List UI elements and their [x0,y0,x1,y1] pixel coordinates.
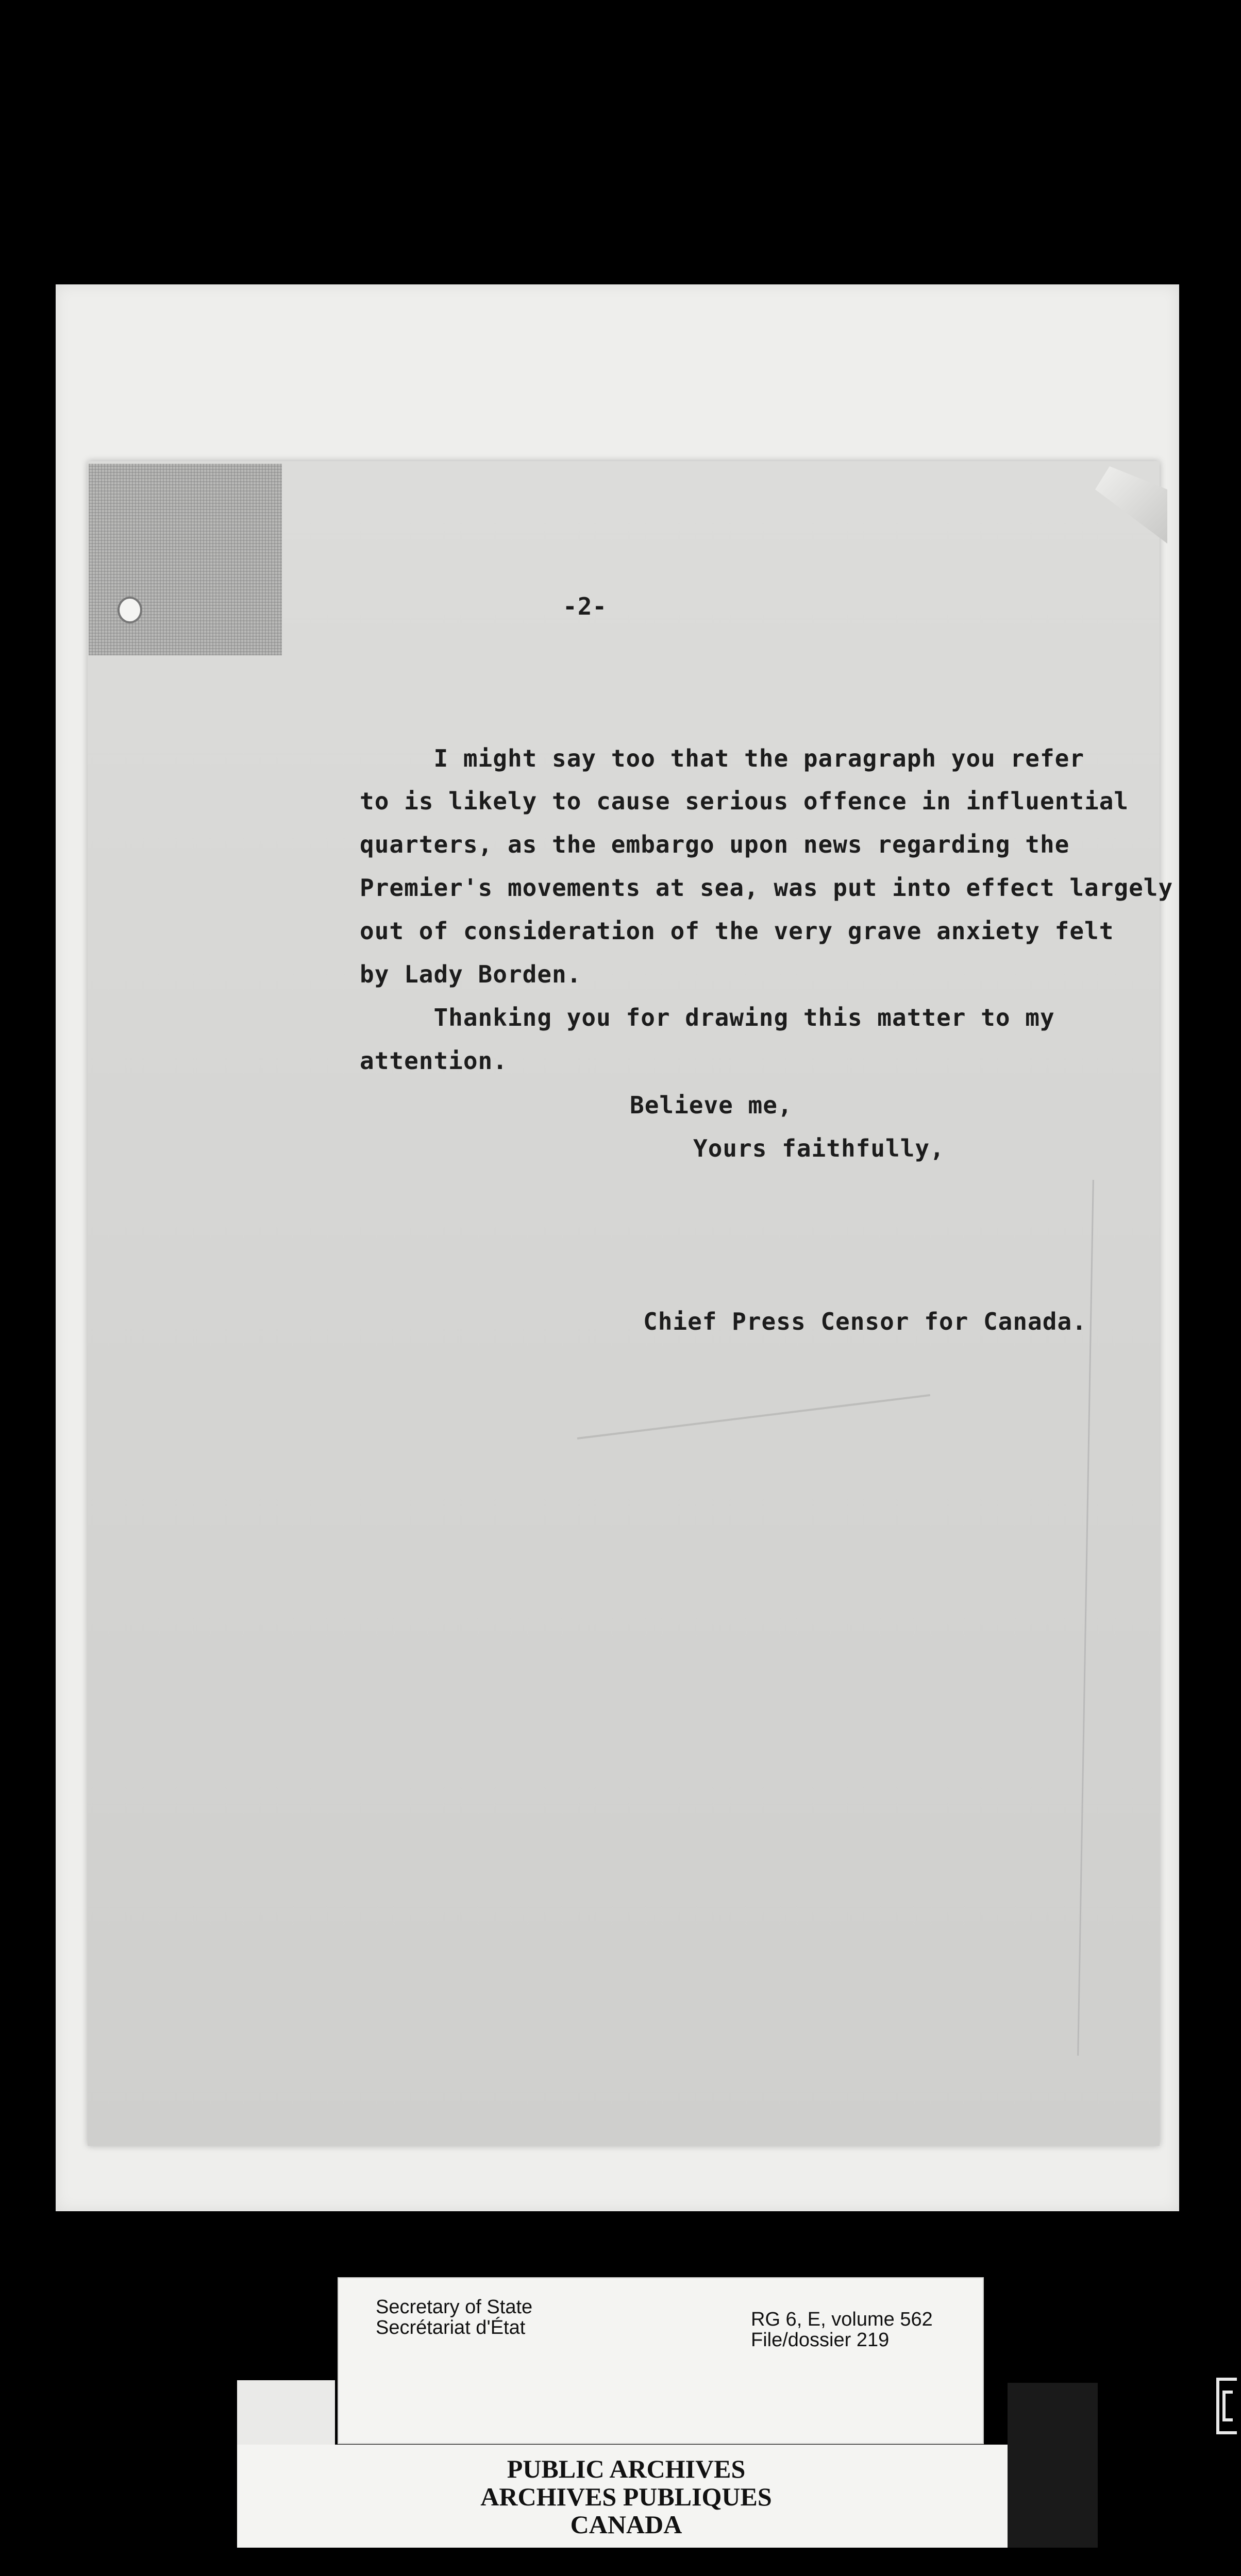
film-shadow [1008,2383,1098,2548]
body-line-2: to is likely to cause serious offence in influential [360,787,1129,815]
closing: Believe me, [630,1091,793,1119]
archive-stamp-line-3: CANADA [570,2510,682,2539]
letter-page [88,461,1160,2146]
punch-hole [118,597,142,623]
body-line-3: quarters, as the embargo upon news regarding the [360,831,1070,858]
archive-stamp-line-2: ARCHIVES PUBLIQUES [480,2482,772,2511]
body-line-6: by Lady Borden. [360,960,582,988]
body-line-8: attention. [360,1047,508,1075]
file-number: File/dossier 219 [751,2329,890,2351]
signature-title: Chief Press Censor for Canada. [643,1308,1087,1335]
archive-label-card [338,2277,984,2444]
body-line-1: I might say too that the paragraph you refer [360,744,1085,772]
body-line-7: Thanking you for drawing this matter to my [360,1004,1055,1031]
record-group: RG 6, E, volume 562 [751,2309,933,2330]
valediction: Yours faithfully, [693,1134,945,1162]
tape-patch [89,464,282,655]
archive-stamp-card [237,2445,1015,2548]
body-line-4: Premier's movements at sea, was put into effect largely [360,874,1173,902]
archive-card-tab [237,2380,335,2447]
reference-label [751,2309,933,2350]
film-edge-mark-inner [1222,2391,1233,2421]
page-number: -2- [563,592,608,620]
archive-stamp-line-1: PUBLIC ARCHIVES [507,2454,746,2483]
department-fr: Secrétariat d'État [376,2317,526,2338]
body-line-5: out of consideration of the very grave anxiety felt [360,917,1114,945]
department-label [376,2297,532,2338]
department-en: Secretary of State [376,2296,533,2318]
archive-stamp [237,2455,1015,2538]
